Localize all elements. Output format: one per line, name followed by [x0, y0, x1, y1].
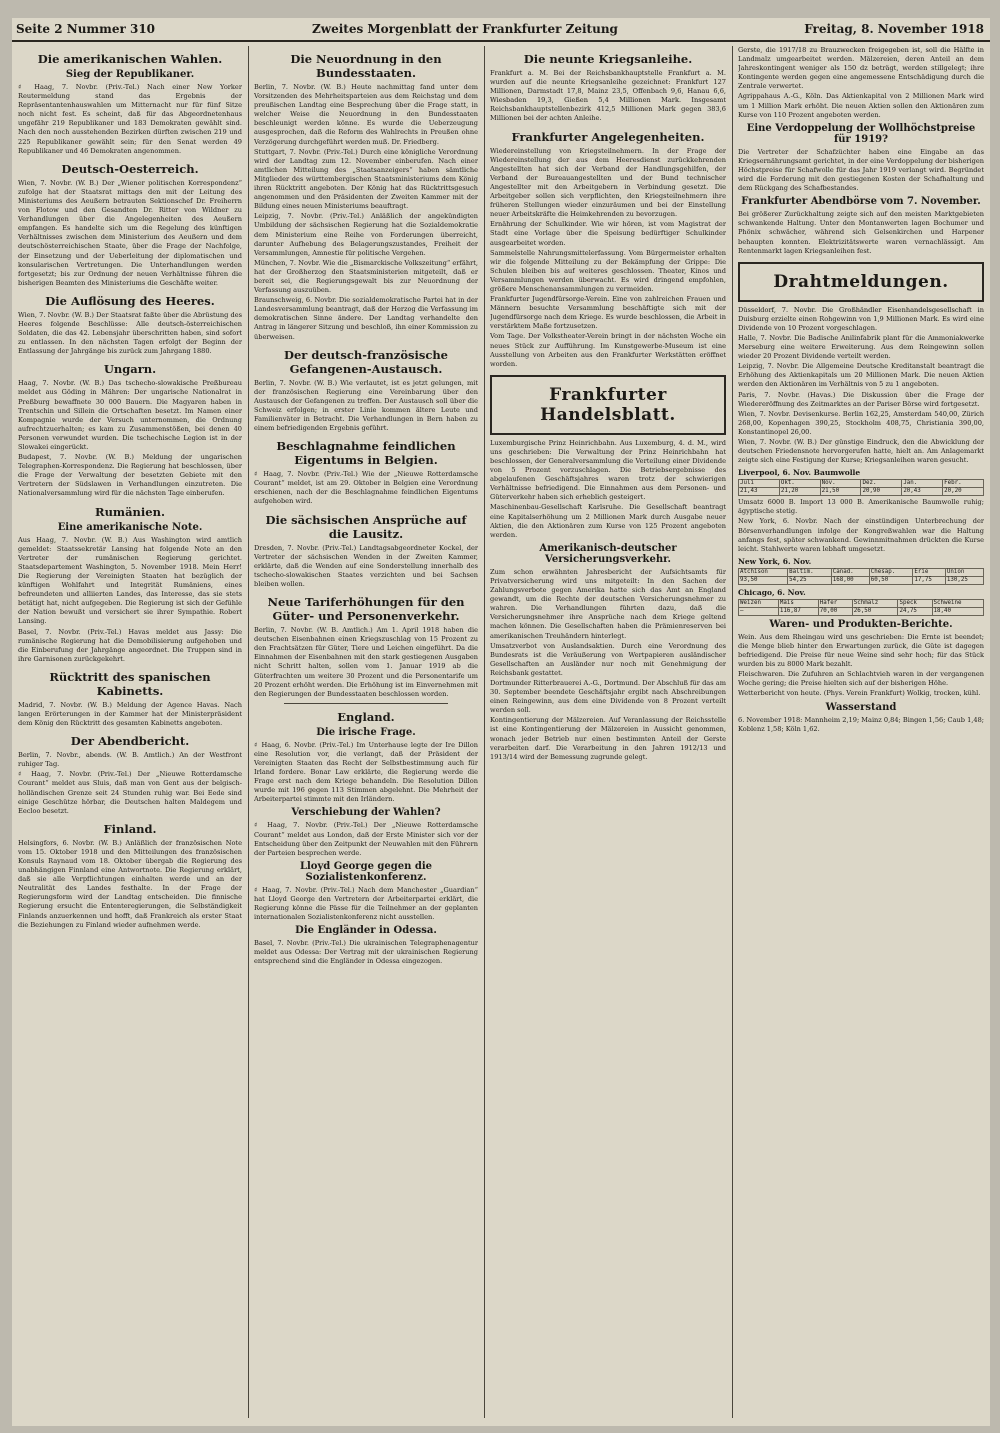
article-heading: Deutsch-Oesterreich.	[61, 161, 199, 176]
table-cell: Mais	[778, 599, 818, 607]
table-cell: 24,75	[898, 607, 932, 615]
table-cell: Juli	[739, 480, 780, 488]
article-heading: England.	[337, 709, 395, 724]
table-cell: Okt.	[779, 480, 820, 488]
table-row	[739, 568, 984, 576]
table-row	[739, 599, 984, 607]
page-number: Seite 2 Nummer 310	[16, 22, 156, 36]
table-cell: 130,25	[945, 576, 983, 584]
table-cell: Speck	[898, 599, 932, 607]
article-heading: Der deutsch-französische Gefangenen-Austausch.	[283, 347, 448, 376]
article-heading: Beschlagnahme feindlichen Eigentums in Belgien.	[276, 439, 456, 468]
table-cell: 20,90	[861, 488, 902, 496]
article-paragraph: Wien, 7. Novbr. (W. B.) Der „Wiener politischen Korrespondenz“ zufolge hat der Staatsrat mittags den mit der Leitung des Ministeriums des Aeußern betrauten Sektionschef Dr. Freiherrn von Flotow und den Gesandten Dr. Ritter von Wildner zu Verhandlungen über die Angelegenheiten des Aeußern empfangen. Es handelte sich um die Regelung des künftigen Verhältnisses zwischen dem Ministerium des Aeußern und dem deutschösterreichischen Staate, über die Frage der Nachfolge, der Einsetzung und der Ueberleitung der diplomatischen und konsularischen Vertretungen. Die Unterhandlungen werden fortgesetzt; bis zur Ordnung der neuen Verhältnisse führen die bisherigen Beamten des Ministeriums die Geschäfte weiter.	[18, 178, 242, 287]
article-paragraph: Umsatz 6000 B. Import 13 000 B. Amerikanische Baumwolle ruhig; ägyptische stetig.	[738, 498, 984, 516]
article-heading: Die sächsischen Ansprüche auf die Lausitz.	[265, 512, 467, 541]
article-paragraph: New York, 6. Novbr. Nach der einstündigen Unterbrechung der Börsenverhandlungen infolge der Kongreßwahlen war die Haltung anfangs fest, später schwankend. Gewinnmitnahmen drückten die Kurse leicht. Stahlwerte waren lebhaft umgesetzt.	[738, 517, 984, 553]
article-heading: Die neunte Kriegsanleihe.	[523, 52, 693, 66]
article-heading: Verschiebung der Wahlen?	[291, 807, 441, 819]
article-paragraph: Maschinenbau-Gesellschaft Karlsruhe. Die Gesellschaft beantragt eine Kapitalserhöhung um 2 Millionen Mark durch Ausgabe neuer Aktien, die den Aktionären zum Kurse von 125 Prozent angeboten werden.	[490, 503, 726, 539]
article-paragraph: Luxemburgische Prinz Heinrichbahn. Aus Luxemburg, 4. d. M., wird uns geschrieben: Die Verwaltung der Prinz Heinrichbahn hat beschlossen, der Generalversammlung die Verteilung einer Dividende von 5 Prozent vorzuschlagen. Die Betriebsergebnisse des abgelaufenen Geschäftsjahres waren trotz der schwierigen Verhältnisse befriedigend. Die Einnahmen aus dem Personen- und Güterverkehr haben sich erheblich gesteigert.	[490, 438, 726, 502]
section-banner	[490, 375, 726, 435]
article-paragraph: Umsatzverbot von Auslandsaktien. Durch eine Verordnung des Bundesrats ist die Veräußerung von Wertpapieren ausländischer Gesellschaften an Ausländer nur noch mit Genehmigung der Reichsbank gestattet.	[490, 641, 726, 677]
article-paragraph: Basel, 7. Novbr. (Priv.-Tel.) Havas meldet aus Jassy: Die rumänische Regierung hat die Demobilisierung aufgehoben und die Einberufung der Jahrgänge angeordnet. Die Truppen sind in ihre Garnisonen zurückgekehrt.	[18, 627, 242, 663]
section-banner	[738, 262, 984, 302]
article-heading: Ungarn.	[103, 362, 157, 377]
article-paragraph: Berlin, 7. Novbr., abends. (W. B. Amtlich.) An der Westfront ruhiger Tag.	[18, 751, 242, 769]
table-cell: 21,43	[739, 488, 780, 496]
article-paragraph: Leipzig, 7. Novbr. (Priv.-Tel.) Anläßlich der angekündigten Umbildung der sächsischen Regierung hat die Sozialdemokratie dem Ministerium eine Reihe von Forderungen überreicht, darunter Aufhebung des Belagerungszustandes, Freiheit der Versammlungen, Amnestie für politische Vergehen.	[254, 212, 478, 257]
table-cell: Union	[945, 568, 983, 576]
article-heading: Finland.	[103, 821, 157, 836]
table-cell: 93,50	[739, 576, 788, 584]
article-heading: Eine Verdoppelung der Wollhöchstpreise für 1919?	[746, 122, 976, 145]
article-paragraph: Vom Tage. Der Volkstheater-Verein bringt in der nächsten Woche ein neues Stück zur Aufführung. Im Kunstgewerbe-Museum ist eine Ausstellung von Arbeiten aus den Frankfurter Werkstätten eröffnet worden.	[490, 332, 726, 368]
article-paragraph: Gerste, die 1917/18 zu Brauzwecken freigegeben ist, soll die Hälfte in Landmalz umgearbeitet werden. Mälzereien, deren Anteil an dem Jahreskontingent weniger als 150 dz beträgt, werden stillgelegt; ihre Kontingente werden gegen eine angemessene Entschädigung durch die Zentrale verwertet.	[738, 46, 984, 91]
article-paragraph: Frankfurter Jugendfürsorge-Verein. Eine von zahlreichen Frauen und Männern besuchte Versammlung beschäftigte sich mit der Jugendfürsorge nach dem Kriege. Es wurde beschlossen, die Arbeit in verstärktem Maße fortzusetzen.	[490, 295, 726, 331]
article-paragraph: Haag, 7. Novbr. (W. B.) Das tschecho-slowakische Preßbureau meldet aus Göding in Mähren: Der ungarische Nationalrat in Preßburg bewaffnete 30 000 Bauern. Die Magyaren haben in Trentschin und Sillein die Ortschaften besetzt. Im Namen einer Kompagnie wurde der Versuch unternommen, die Ordnung aufrechtzuerhalten; es kam zu Zusammenstößen, bei denen 40 Personen verwundet wurden. Die tschechische Legion ist in der Slowakei eingerückt.	[18, 379, 242, 451]
table-cell: 21,50	[820, 488, 861, 496]
table-row	[739, 576, 984, 584]
table-cell: Atchison	[739, 568, 788, 576]
section-divider	[284, 703, 448, 704]
masthead: Zweites Morgenblatt der Frankfurter Zeitung	[312, 22, 618, 36]
table-cell: Erie	[913, 568, 946, 576]
article-paragraph: 6. November 1918: Mannheim 2,19; Mainz 0,84; Bingen 1,56; Caub 1,48; Koblenz 1,58; Köln 1,62.	[738, 715, 984, 733]
table-row	[739, 607, 984, 615]
column-1	[18, 46, 242, 1418]
page-date: Freitag, 8. November 1918	[804, 22, 984, 36]
table-title: New York, 6. Nov.	[738, 556, 812, 566]
table-title: Chicago, 6. Nov.	[738, 587, 806, 597]
table-cell: Canad.	[831, 568, 869, 576]
table-cell: Schmalz	[852, 599, 898, 607]
article-paragraph: Wein. Aus dem Rheingau wird uns geschrieben: Die Ernte ist beendet; die Menge blieb hinter den Erwartungen zurück, die Güte ist dagegen befriedigend. Die Preise für neue Weine sind sehr hoch; für das Stück wurden bis zu 8000 Mark bezahlt.	[738, 632, 984, 669]
article-paragraph: ♯ Haag, 7. Novbr. (Priv.-Tel.) Der „Nieuwe Rotterdamsche Courant“ meldet aus London, daß der Erste Minister sich vor der Entscheidung über den Zeitpunkt der Neuwahlen mit den Führern der Parteien besprechen werde.	[254, 821, 478, 857]
article-paragraph: Budapest, 7. Novbr. (W. B.) Meldung der ungarischen Telegraphen-Korrespondenz. Die Regierung hat beschlossen, über die Frage der Verwaltung der besetzten Gebiete mit den Vertretern der Südslawen in Verhandlungen einzutreten. Die Nationalversammlung wird für die nächsten Tage einberufen.	[18, 453, 242, 498]
banner-title: Frankfurter Handelsblatt.	[540, 384, 676, 425]
article-paragraph: Wetterbericht von heute. (Phys. Verein Frankfurt) Wolkig, trocken, kühl.	[738, 689, 981, 698]
article-paragraph: Wien, 7. Novbr. (W. B.) Der Staatsrat faßte über die Abrüstung des Heeres folgende Beschlüsse: Alle deutsch-österreichischen Soldaten, die das 42. Lebensjahr überschritten haben, sind sofort zu entlassen. In den nächsten Tagen erfolgt der Beginn der Entlassung der Jahrgänge bis zurück zum Jahrgang 1880.	[18, 310, 242, 356]
table-cell: Febr.	[943, 480, 984, 488]
article-heading: Der Abendbericht.	[70, 734, 190, 749]
banner-title: Drahtmeldungen.	[773, 271, 949, 292]
table-cell: 20,43	[902, 488, 943, 496]
article-heading: Die irische Frage.	[316, 726, 416, 738]
newspaper-page	[12, 18, 990, 1426]
column-3	[490, 46, 726, 1418]
table-cell: —	[739, 607, 779, 615]
article-paragraph: Kontingentierung der Mälzereien. Auf Veranlassung der Reichsstelle ist eine Kontingentierung der Mälzereien in Aussicht genommen, wonach jeder Betrieb nur einen bestimmten Anteil der Gerste verarbeiten darf. Die Verarbeitung in den Jahren 1912/13 und 1913/14 wird der Bemessung zugrunde gelegt.	[490, 716, 726, 761]
article-heading: Waren- und Produkten-Berichte.	[769, 618, 953, 630]
market-table	[738, 479, 984, 496]
article-paragraph: Braunschweig, 6. Novbr. Die sozialdemokratische Partei hat in der Landesversammlung beantragt, daß der Herzog die Verfassung im demokratischen Sinne ändere. Der Landtag verhandelte den Antrag in längerer Sitzung und beschloß, ihn einer Kommission zu überweisen.	[254, 296, 478, 341]
article-paragraph: Düsseldorf, 7. Novbr. Die Großhändler Eisenhandelsgesellschaft in Duisburg erzielte einen Rohgewinn von 1,9 Millionen Mark. Es wird eine Dividende von 10 Prozent vorgeschlagen.	[738, 305, 984, 332]
table-row	[739, 488, 984, 496]
column-4	[738, 46, 984, 1418]
article-paragraph: Basel, 7. Novbr. (Priv.-Tel.) Die ukrainischen Telegraphenagentur meldet aus Odessa: Der Vertrag mit der ukrainischen Regierung entsprechend sind die Engländer in Odessa eingezogen.	[254, 939, 478, 966]
article-paragraph: Wien, 7. Novbr. Devisenkurse. Berlin 162,25, Amsterdam 540,00, Zürich 268,00, Kopenhagen 390,25, Stockholm 408,75, Christiania 390,00, Konstantinopel 26,00.	[738, 409, 984, 436]
table-cell: Weizen	[739, 599, 779, 607]
article-paragraph: Agrippahaus A.-G., Köln. Das Aktienkapital von 2 Millionen Mark wird um 1 Million Mark erhöht. Die neuen Aktien sollen den Aktionären zum Kurse von 110 Prozent angeboten werden.	[738, 92, 984, 119]
article-paragraph: ♯ Haag, 6. Novbr. (Priv.-Tel.) Im Unterhause legte der Ire Dillon eine Resolution vor, die verlangt, daß der Präsident der Vereinigten Staaten das Recht der Selbstbestimmung auch für Irland fordere. Bonar Law erklärte, die Regierung werde die Frage erst nach dem Kriege behandeln. Die Resolution Dillon wurde mit 196 gegen 113 Stimmen abgelehnt. Die Mehrheit der Arbeiterpartei stimmte mit den Irländern.	[254, 740, 478, 804]
article-paragraph: Zum schon erwähnten Jahresbericht der Aufsichtsamts für Privatversicherung wird uns mitgeteilt: In den Sachen der Zahlungsverbote gegen Amerika hatte sich das Amt an England gewandt, um die Rechte der deutschen Versicherungsnehmer zu wahren. Die Verhandlungen führten dazu, daß die Versicherungsnehmer ihre Ansprüche nach dem Kriege geltend machen können. Die Gesellschaften haben die Prämienreserven bei amerikanischen Treuhändern hinterlegt.	[490, 567, 726, 640]
article-heading: Neue Tariferhöhungen für den Güter- und Personenverkehr.	[267, 595, 465, 624]
article-paragraph: Frankfurt a. M. Bei der Reichsbankhauptstelle Frankfurt a. M. wurden auf die neunte Kriegsanleihe gezeichnet: Frankfurt 127 Millionen, Darmstadt 17,8, Mainz 23,5, Offenbach 9,6, Hanau 6,6, Wiesbaden 19,3, Gießen 5,4 Millionen Mark. Insgesamt Reichsbankhauptstellenbezirk 412,5 Millionen Mark gegen 383,6 Millionen bei der achten Anleihe.	[490, 69, 726, 123]
table-cell: Chesap.	[869, 568, 913, 576]
article-paragraph: Bei größerer Zurückhaltung zeigte sich auf den meisten Marktgebieten schwankende Haltung. Unter den Montanwerten lagen Bochumer und Phönix schwächer, während sich Gelsenkirchen und Harpener behaupten konnten. Elektrizitätswerte waren vernachlässigt. Am Rentenmarkt lagen Kriegsanleihen fest.	[738, 210, 984, 255]
article-paragraph: Wiedereinstellung von Kriegsteilnehmern. In der Frage der Wiedereinstellung der aus dem Heeresdienst zurückkehrenden Angestellten hat sich der Verband der Handlungsgehilfen, der Verband der Bureauangestellten und der Bund technischer Angestellter mit den Arbeitgebern in Verbindung gesetzt. Die Arbeitgeber sollen sich verpflichten, den Kriegsteilnehmern ihre früheren Stellungen wieder einzuräumen und bei der Einstellung neuer Arbeitskräfte die Heimkehrenden zu bevorzugen.	[490, 146, 726, 219]
table-row	[739, 480, 984, 488]
column-rule	[484, 46, 485, 1418]
table-cell: Dez.	[861, 480, 902, 488]
table-cell: 17,75	[913, 576, 946, 584]
table-cell: Jan.	[902, 480, 943, 488]
column-rule	[248, 46, 249, 1418]
article-paragraph: Berlin, 7. Novbr. (W. B.) Heute nachmittag fand unter dem Vorsitzenden des Mehrheitsparteien aus dem Reichstag und dem preußischen Landtag eine Besprechung über die Frage statt, in welcher Weise die Neuordnung in den Bundesstaaten beschleunigt werden könne. Es wurde die Ueberzeugung ausgesprochen, daß die Reform des Wahlrechts in Preußen ohne Verzögerung durchgeführt werden muß. Dr. Friedberg.	[254, 83, 478, 146]
article-paragraph: Dortmunder Ritterbrauerei A.-G., Dortmund. Der Abschluß für das am 30. September beendete Geschäftsjahr ergibt nach Abschreibungen einen Reingewinn, aus dem eine Dividende von 8 Prozent verteilt werden soll.	[490, 678, 726, 715]
article-heading: Amerikanisch-deutscher Versicherungsverkehr.	[539, 542, 677, 565]
page-header	[12, 18, 990, 42]
article-heading: Die Auflösung des Heeres.	[45, 293, 215, 308]
article-paragraph: ♯ Haag, 7. Novbr. (Priv.-Tel.) Wie der „Nieuwe Rotterdamsche Courant“ meldet, ist am 29. Oktober in Belgien eine Verordnung erschienen, nach der die Beschlagnahme feindlichen Eigentums aufgehoben wird.	[254, 470, 478, 506]
article-heading: Eine amerikanische Note.	[57, 521, 203, 533]
table-cell: 21,20	[779, 488, 820, 496]
table-cell: 26,50	[852, 607, 898, 615]
article-paragraph: Fleischwaren. Die Zufuhren an Schlachtvieh waren in der vergangenen Woche gering; die Preise hielten sich auf der bisherigen Höhe.	[738, 670, 984, 688]
table-cell: Schweine	[932, 599, 983, 607]
article-heading: Frankfurter Angelegenheiten.	[511, 129, 705, 144]
table-cell: Hafer	[818, 599, 852, 607]
article-paragraph: ♯ Haag, 7. Novbr. (Priv.-Tel.) Nach einer New Yorker Reutermeldung stand das Ergebnis der Repräsentantenhauswahlen um Mitternacht nur für fünf Sitze noch nicht fest. Es scheint, daß für das Abgeordnetenhaus ungefähr 219 Republikaner und 183 Demokraten gewählt sind. Nach den noch ausstehenden Bezirken dürften zwischen 219 und 225 Republikaner gewählt sein; für den Senat werden 49 Republikaner und 46 Demokraten angenommen.	[18, 83, 242, 155]
article-paragraph: Stuttgart, 7. Novbr. (Priv.-Tel.) Durch eine königliche Verordnung wird der Landtag zum 12. November einberufen. Nach einer amtlichen Mitteilung des „Staatsanzeigers“ haben sämtliche Mitglieder des württembergischen Staatsministeriums dem König ihren Rücktritt angeboten. Der König hat das Rücktrittsgesuch angenommen und den Präsidenten der Zweiten Kammer mit der Bildung eines neuen Ministeriums beauftragt.	[254, 147, 478, 211]
table-cell: Baltim.	[788, 568, 832, 576]
article-paragraph: Halle, 7. Novbr. Die Badische Anilinfabrik plant für die Ammoniakwerke Merseburg eine weitere Erweiterung. Aus dem Reingewinn sollen wieder 20 Prozent Dividende verteilt werden.	[738, 333, 984, 361]
table-cell: 116,87	[778, 607, 818, 615]
article-heading: Die Neuordnung in den Bundesstaaten.	[290, 52, 442, 80]
article-paragraph: München, 7. Novbr. Wie die „Bismarckische Volkszeitung“ erfährt, hat der Großherzog den Staatsministerien mitgeteilt, daß er bereit sei, die Regierungsgewalt bis zur Neuordnung der Verfassung auszuüben.	[254, 258, 478, 295]
table-cell: 18,40	[932, 607, 983, 615]
article-paragraph: Sammelstelle Nahrungsmittelerfassung. Vom Bürgermeister erhalten wir die folgende Mitteilung zu der Bekämpfung der Grippe: Die Schulen bleiben bis auf weiteres geschlossen. Theater, Kinos und Versammlungen werden überwacht. Es wird dringend empfohlen, größere Menschenansammlungen zu vermeiden.	[490, 248, 726, 293]
column-rule	[732, 46, 733, 1418]
table-cell: 20,20	[943, 488, 984, 496]
column-2	[254, 46, 478, 1418]
article-heading: Wasserstand	[825, 701, 897, 713]
article-paragraph: Ernährung der Schulkinder. Wie wir hören, ist vom Magistrat der Stadt eine Vorlage über die Speisung bedürftiger Schulkinder ausgearbeitet worden.	[490, 220, 726, 247]
article-heading: Rücktritt des spanischen Kabinetts.	[49, 669, 211, 698]
article-paragraph: Berlin, 7. Novbr. (W. B. Amtlich.) Am 1. April 1918 haben die deutschen Eisenbahnen einen Kriegszuschlag von 15 Prozent zu den Frachtsätzen für Güter, Tiere und Leichen eingeführt. Da die Einnahmen der Eisenbahnen mit den stark gestiegenen Ausgaben nicht Schritt halten, sollen vom 1. Januar 1919 ab die Güterfrachten um weitere 30 Prozent und die Personentarife um 20 Prozent erhöht werden. Die Erhöhung ist im Einvernehmen mit den Regierungen der Bundesstaaten beschlossen worden.	[254, 626, 478, 698]
article-paragraph: Aus Haag, 7. Novbr. (W. B.) Aus Washington wird amtlich gemeldet: Staatssekretär Lansing hat folgende Note an den Vertreter der rumänischen Regierung gerichtet. Staatsdepartement Washington, 5. November 1918. Mein Herr! Die Regierung der Vereinigten Staaten hat bezüglich der künftigen Wohlfahrt und Integrität Rumäniens, eines befreundeten und alliierten Landes, das Interesse, das sie stets betätigt hat, nicht aufgegeben. Die Regierung ist sich der Gefühle der Nation bewußt und versichert sie ihrer Sympathie. Robert Lansing.	[18, 535, 242, 626]
article-heading: Sieg der Republikaner.	[65, 69, 195, 80]
article-paragraph: Berlin, 7. Novbr. (W. B.) Wie verlautet, ist es jetzt gelungen, mit der französischen Regierung eine Vereinbarung über den Austausch der Gefangenen zu treffen. Der Austausch soll über die Schweiz erfolgen; in erster Linie kommen ältere Leute und Familienväter in Betracht. Die Verhandlungen in Bern haben zu einem befriedigenden Ergebnis geführt.	[254, 378, 478, 433]
market-table	[738, 599, 984, 616]
table-cell: 168,00	[831, 576, 869, 584]
table-title: Liverpool, 6. Nov. Baumwolle	[738, 468, 861, 478]
article-paragraph: ♯ Haag, 7. Novbr. (Priv.-Tel.) Nach dem Manchester „Guardian“ hat Lloyd George den Vertretern der Arbeiterpartei erklärt, die Regierung könne die Pässe für die Teilnehmer an der geplanten internationalen Sozialistenkonferenz nicht ausstellen.	[254, 885, 478, 922]
table-cell: Nov.	[820, 480, 861, 488]
article-paragraph: Wien, 7. Novbr. (W. B.) Der günstige Eindruck, den die Abwicklung der deutschen Friedensnote hervorgerufen hatte, hielt an. Am Anlagemarkt zeigte sich eine Festigung der Kurse; Kriegsanleihen waren gesucht.	[738, 438, 984, 465]
article-paragraph: Paris, 7. Novbr. (Havas.) Die Diskussion über die Frage der Wiedereröffnung des Zeitmarktes an der Pariser Börse wird fortgesetzt.	[738, 390, 984, 408]
article-heading: Lloyd George gegen die Sozialistenkonferenz.	[299, 860, 433, 883]
table-cell: 70,00	[818, 607, 852, 615]
table-cell: 54,25	[788, 576, 832, 584]
article-paragraph: Leipzig, 7. Novbr. Die Allgemeine Deutsche Kreditanstalt beantragt die Erhöhung des Aktienkapitals um 20 Millionen Mark. Die neuen Aktien werden den Aktionären im Verhältnis von 5 zu 1 angeboten.	[738, 362, 984, 389]
article-heading: Die amerikanischen Wahlen.	[37, 52, 223, 66]
table-cell: 60,50	[869, 576, 913, 584]
article-paragraph: Madrid, 7. Novbr. (W. B.) Meldung der Agence Havas. Nach langen Erörterungen in der Kammer hat der Ministerpräsident dem König den Rücktritt des gesamten Kabinetts angeboten.	[18, 700, 242, 728]
article-heading: Rumänien.	[95, 504, 165, 519]
article-paragraph: Dresden, 7. Novbr. (Priv.-Tel.) Landtagsabgeordneter Kockel, der Vertreter der sächsischen Wenden in der Zweiten Kammer, erklärte, daß die Wenden auf eine Sonderstellung innerhalb des tschecho-slowakischen Staates verzichten und bei Sachsen bleiben wollen.	[254, 543, 478, 588]
article-heading: Frankfurter Abendbörse vom 7. November.	[741, 196, 981, 208]
market-table	[738, 568, 984, 585]
article-paragraph: Helsingfors, 6. Novbr. (W. B.) Anläßlich der französischen Note vom 15. Oktober 1918 und den Mitteilungen des französischen Konsuls Raynaud vom 18. Oktober übergab die Regierung des unabhängigen Finnland eine Antwortnote. Die Regierung erklärt, daß sie alle Verpflichtungen einhalten werde und an der Neutralität des Landes festhalte. In der Frage der Regierungsform wird der Landtag entscheiden. Die finnische Regierung ersucht die Ententeregierungen, die Selbständigkeit Finlands anzuerkennen und hofft, daß Frankreich als erster Staat die Beziehungen zu Finland wieder aufnehmen werde.	[18, 838, 242, 929]
article-paragraph: Die Vertreter der Schafzüchter haben eine Eingabe an das Kriegsernährungsamt gerichtet, in der eine Verdoppelung der bisherigen Höchstpreise für Schafwolle für das Jahr 1919 verlangt wird. Begründet wird die Forderung mit den gestiegenen Kosten der Schafhaltung und dem Rückgang des Schafbestandes.	[738, 147, 984, 193]
article-paragraph: ♯ Haag, 7. Novbr. (Priv.-Tel.) Der „Nieuwe Rotterdamsche Courant“ meldet aus Sluis, daß man von Gent aus der belgisch-holländischen Grenze seit 24 Stunden ruhig war. Bei Eede sind einige Geschütze hörbar, die Deutschen halten Maldegem und Eecloo besetzt.	[18, 770, 242, 815]
article-heading: Die Engländer in Odessa.	[295, 925, 437, 937]
